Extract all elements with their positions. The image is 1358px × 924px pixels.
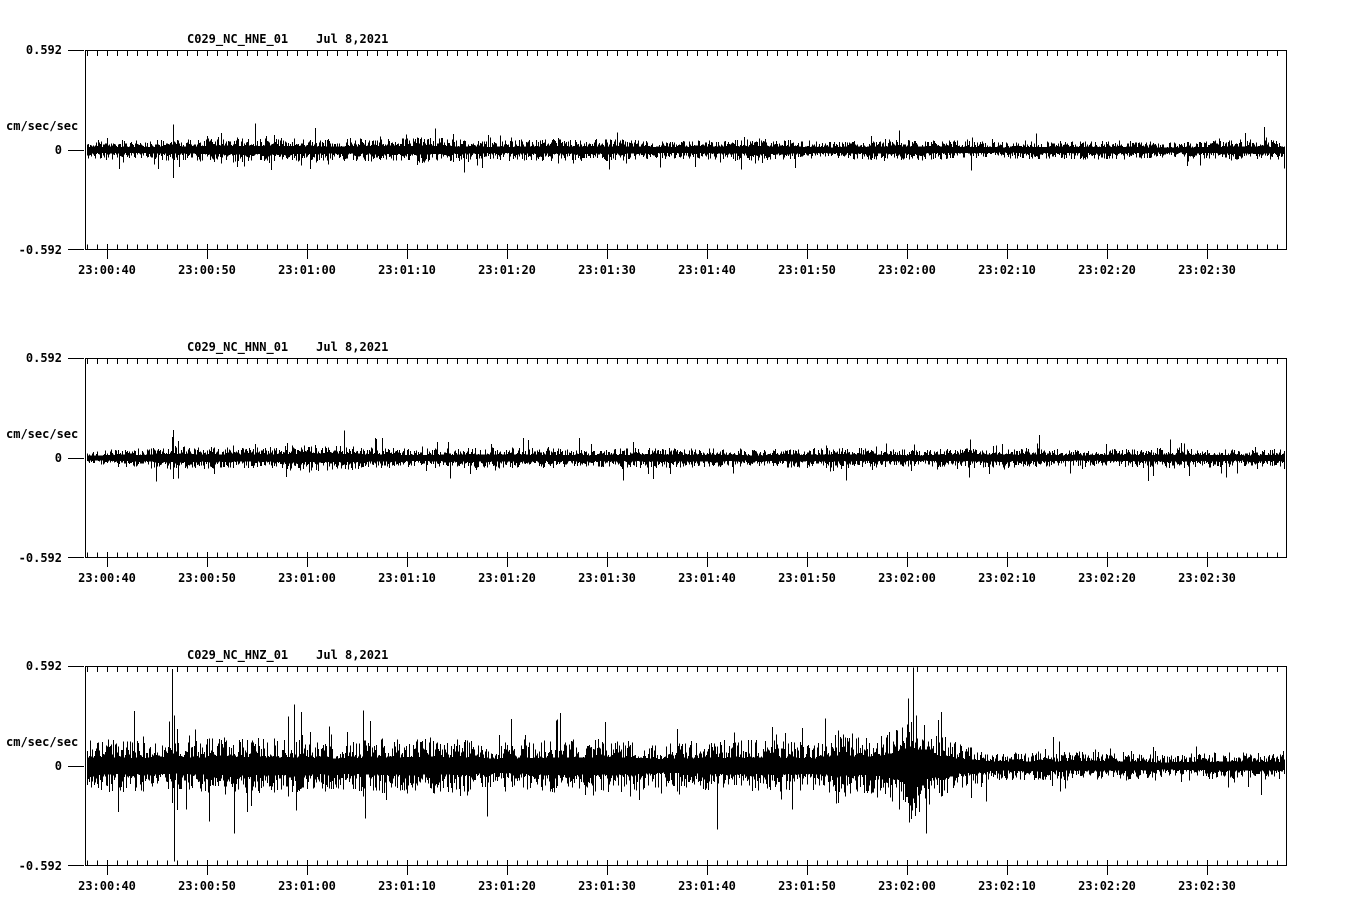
x-axis-labels <box>78 558 1287 588</box>
x-tick-label: 23:02:30 <box>1178 879 1236 893</box>
y-axis-unit-label: cm/sec/sec <box>6 427 79 441</box>
panel-title <box>187 340 388 355</box>
station-channel-label: C029_NC_HNN_01 <box>187 340 289 354</box>
x-tick-label: 23:00:40 <box>78 879 136 893</box>
x-tick-label: 23:01:10 <box>378 879 436 893</box>
x-tick-label: 23:01:30 <box>578 879 636 893</box>
waveform-plot-hnz <box>67 666 1287 878</box>
y-tick-label-max: 0.592 <box>25 659 62 673</box>
date-label: Jul 8,2021 <box>316 648 389 662</box>
x-tick-label: 23:01:50 <box>778 263 836 277</box>
panel-title <box>187 32 388 47</box>
y-tick-label-min: -0.592 <box>18 243 62 257</box>
x-tick-label: 23:01:50 <box>778 571 836 585</box>
x-tick-label: 23:02:30 <box>1178 263 1236 277</box>
x-tick-label: 23:02:00 <box>878 571 936 585</box>
x-tick-label: 23:01:30 <box>578 263 636 277</box>
x-tick-label: 23:02:10 <box>978 263 1036 277</box>
date-label: Jul 8,2021 <box>316 340 389 354</box>
waveform-trace <box>88 124 1285 173</box>
station-channel-label: C029_NC_HNZ_01 <box>187 648 289 662</box>
x-tick-label: 23:01:20 <box>478 263 536 277</box>
x-tick-label: 23:02:30 <box>1178 571 1236 585</box>
y-axis-unit-label: cm/sec/sec <box>6 119 79 133</box>
x-tick-label: 23:00:40 <box>78 263 136 277</box>
x-tick-label: 23:01:20 <box>478 879 536 893</box>
x-tick-label: 23:01:10 <box>378 571 436 585</box>
x-tick-label: 23:00:50 <box>178 571 236 585</box>
x-tick-label: 23:01:00 <box>278 879 336 893</box>
y-axis-unit-label: cm/sec/sec <box>6 735 79 749</box>
x-tick-label: 23:01:10 <box>378 263 436 277</box>
waveform-plot-hnn <box>67 358 1287 570</box>
x-tick-label: 23:01:40 <box>678 263 736 277</box>
x-axis-labels <box>78 866 1287 896</box>
waveform-trace <box>88 430 1285 481</box>
x-tick-label: 23:02:00 <box>878 263 936 277</box>
x-tick-label: 23:02:10 <box>978 879 1036 893</box>
x-tick-label: 23:02:20 <box>1078 879 1136 893</box>
panel-title <box>187 648 388 663</box>
x-tick-label: 23:01:00 <box>278 263 336 277</box>
x-tick-label: 23:02:20 <box>1078 571 1136 585</box>
y-tick-label-min: -0.592 <box>18 859 62 873</box>
x-tick-label: 23:01:40 <box>678 571 736 585</box>
x-tick-label: 23:02:00 <box>878 879 936 893</box>
y-tick-label-zero: 0 <box>54 451 62 465</box>
x-tick-label: 23:01:50 <box>778 879 836 893</box>
x-tick-label: 23:00:50 <box>178 263 236 277</box>
x-tick-label: 23:01:30 <box>578 571 636 585</box>
waveform-trace <box>88 668 1285 834</box>
y-tick-label-zero: 0 <box>54 143 62 157</box>
x-axis-labels <box>78 250 1287 280</box>
x-tick-label: 23:01:20 <box>478 571 536 585</box>
x-tick-label: 23:02:20 <box>1078 263 1136 277</box>
x-tick-label: 23:02:10 <box>978 571 1036 585</box>
x-tick-label: 23:00:50 <box>178 879 236 893</box>
date-label: Jul 8,2021 <box>316 32 389 46</box>
y-tick-label-zero: 0 <box>54 759 62 773</box>
x-tick-label: 23:01:00 <box>278 571 336 585</box>
y-tick-label-max: 0.592 <box>25 43 62 57</box>
x-tick-label: 23:00:40 <box>78 571 136 585</box>
y-tick-label-max: 0.592 <box>25 351 62 365</box>
x-tick-label: 23:01:40 <box>678 879 736 893</box>
y-tick-label-min: -0.592 <box>18 551 62 565</box>
station-channel-label: C029_NC_HNE_01 <box>187 32 289 46</box>
waveform-plot-hne <box>67 50 1287 262</box>
